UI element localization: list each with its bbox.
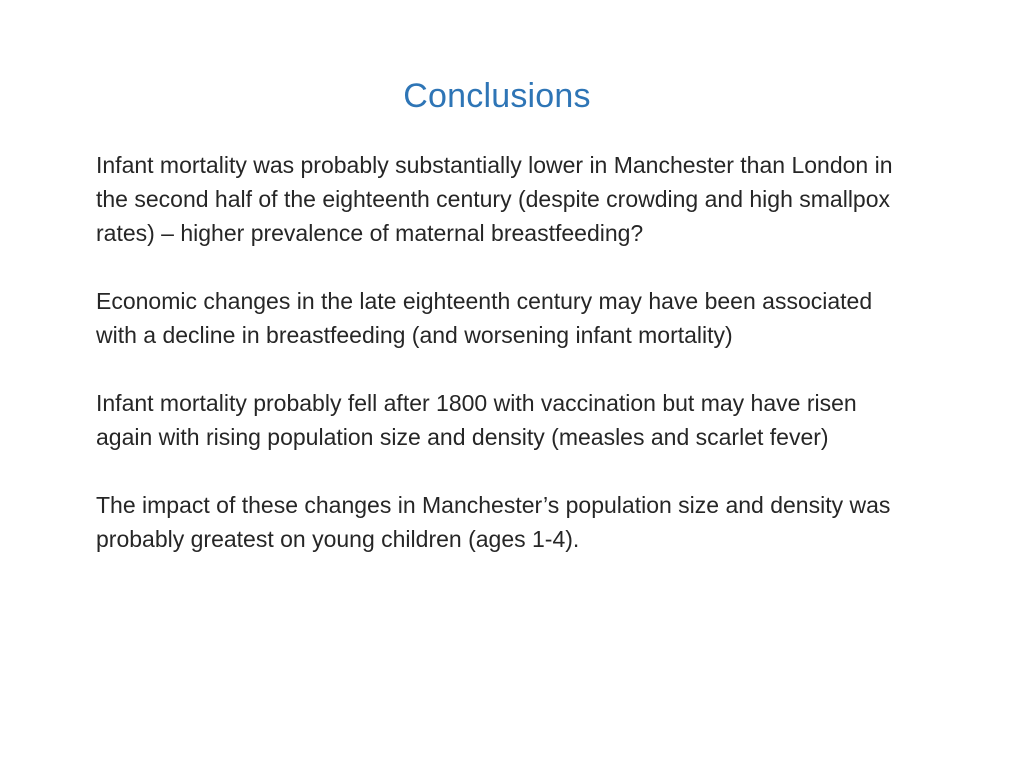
paragraph-impact-young-children: The impact of these changes in Manchester’s population size and density was probably greatest on young children (ages 1-4).: [96, 492, 891, 552]
paragraph-economic-changes: Economic changes in the late eighteenth century may have been associated with a decline in breastfeeding (and worsening infant mortality): [96, 288, 873, 348]
paragraph-infant-mortality-london: Infant mortality was probably substantially lower in Manchester than London in the second half of the eighteenth century (despite crowding and high smallpox rates) – higher prevalence of maternal breastfeeding?: [96, 152, 893, 246]
paragraph-vaccination: Infant mortality probably fell after 1800 with vaccination but may have risen again with rising population size and density (measles and scarlet fever): [96, 390, 857, 450]
slide-title: Conclusions: [403, 77, 591, 115]
slide-body: [96, 148, 896, 556]
